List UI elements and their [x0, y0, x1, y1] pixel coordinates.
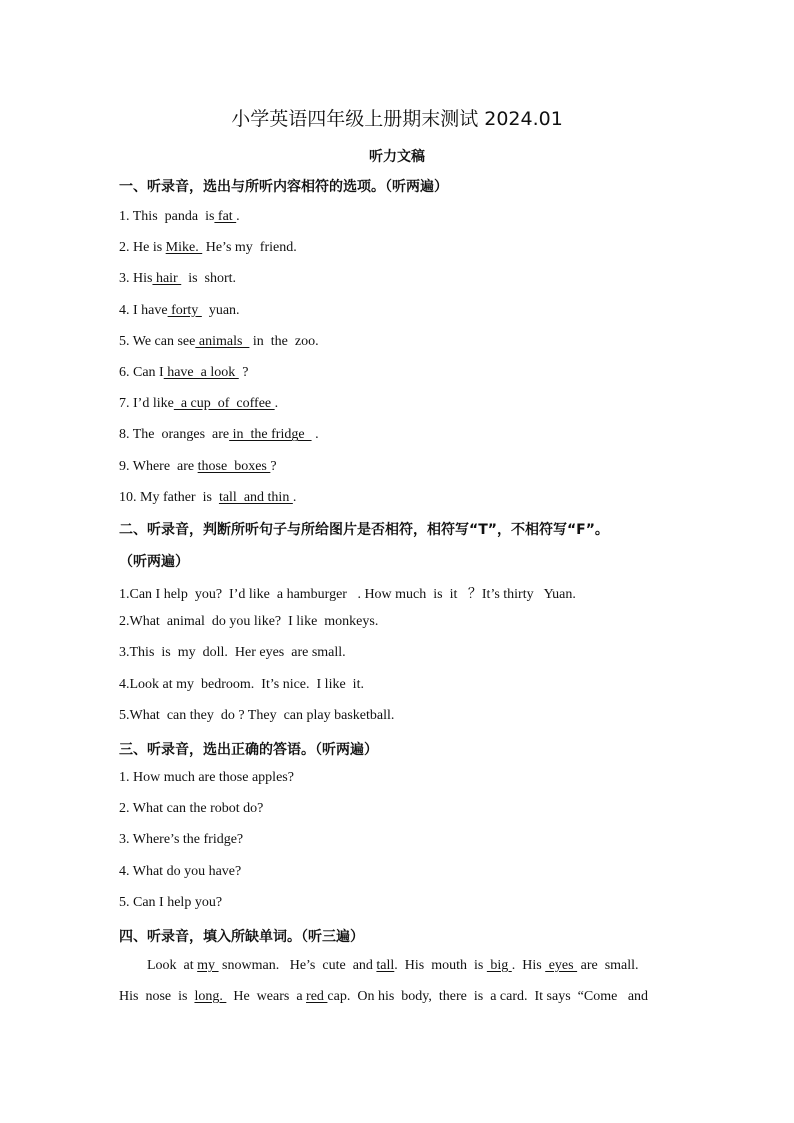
sentence-item: 3.This is my doll. Her eyes are small. — [119, 645, 346, 661]
listening-item — [119, 209, 240, 225]
item-number: 8. — [119, 427, 130, 443]
item-number: 9. — [119, 458, 130, 474]
passage-text: snowman. He’s cute and — [218, 958, 377, 973]
question-item: 3. Where’s the fridge? — [119, 832, 244, 848]
section4-heading: 四、听录音，填入所缺单词。（听三遍） — [119, 929, 364, 945]
item-text: . — [236, 209, 240, 224]
item-text: ? — [238, 365, 249, 380]
item-number: 7. — [119, 396, 130, 412]
sentence-item: 4.Look at my bedroom. It’s nice. I like it. — [119, 676, 364, 692]
listening-item — [119, 271, 236, 287]
item-number: 2. — [119, 240, 130, 256]
item-text: This panda is — [129, 209, 215, 224]
item-text: . — [274, 396, 279, 412]
answer-blank: have a look — [163, 365, 239, 380]
item-number: 4. — [119, 302, 130, 318]
item-number: 3. — [119, 271, 130, 287]
item-text: is short. — [181, 271, 237, 287]
passage-text: . His mouth is — [394, 958, 487, 973]
passage-text: cap. On his body, there is a card. It says “Come and — [327, 989, 649, 1004]
item-number: 1. — [119, 209, 130, 224]
answer-blank: fat — [214, 209, 237, 224]
passage-text: His nose is — [119, 989, 195, 1004]
answer-blank: tall and thin — [218, 489, 293, 505]
item-text: Where are — [129, 458, 198, 474]
section3-heading: 三、听录音，选出正确的答语。（听两遍） — [119, 742, 378, 758]
answer-blank: those boxes — [197, 458, 271, 474]
item-text: The oranges are — [129, 427, 230, 443]
listening-item — [119, 490, 296, 506]
item-text: He’s my friend. — [202, 240, 297, 256]
passage-text: . His — [511, 958, 546, 973]
listening-item — [119, 303, 240, 319]
answer-blank: Mike. — [165, 240, 203, 256]
item-text: in the zoo. — [249, 333, 319, 349]
item-text: His — [129, 271, 153, 287]
section2-heading-cont: （听两遍） — [119, 554, 189, 570]
question-item: 1. How much are those apples? — [119, 770, 294, 785]
page-title: 小学英语四年级上册期末测试 2024.01 — [231, 108, 563, 130]
passage-text: Look at — [119, 958, 198, 973]
item-text: Can I — [129, 365, 164, 380]
item-text: yuan. — [201, 302, 240, 318]
listening-item — [119, 459, 277, 475]
sentence-item: 2.What animal do you like? I like monkeys. — [119, 614, 379, 630]
section4-line-2 — [119, 989, 679, 1005]
answer-blank: red — [306, 989, 328, 1004]
item-text: We can see — [129, 333, 196, 349]
answer-blank: big — [486, 958, 512, 973]
question-item: 5. Can I help you? — [119, 894, 223, 910]
item-number: 5. — [119, 333, 130, 349]
answer-blank: my — [197, 958, 219, 973]
listening-item — [119, 240, 297, 256]
answer-blank: animals — [195, 333, 250, 349]
question-item: 2. What can the robot do? — [119, 801, 264, 817]
answer-blank: eyes — [545, 958, 578, 973]
item-text: . — [292, 489, 297, 505]
item-text: I have — [129, 302, 168, 318]
answer-blank: a cup of coffee — [173, 396, 275, 412]
sentence-item: 5.What can they do ? They can play basketball. — [119, 707, 395, 723]
item-text: I’d like — [129, 396, 174, 412]
question-item: 4. What do you have? — [119, 863, 242, 879]
answer-blank: hair — [152, 271, 182, 287]
page-subtitle: 听力文稿 — [369, 149, 425, 165]
listening-item — [119, 334, 319, 350]
listening-item — [119, 365, 248, 381]
answer-blank: tall — [376, 958, 395, 973]
listening-item — [119, 396, 278, 412]
section4-line-1 — [119, 958, 679, 974]
item-text: He is — [129, 240, 166, 256]
item-text: ? — [270, 458, 277, 474]
answer-blank: forty — [167, 302, 202, 318]
item-text: . — [311, 427, 319, 443]
item-text: My father is — [136, 489, 219, 505]
answer-blank: in the fridge — [229, 427, 312, 443]
answer-blank: long. — [194, 989, 227, 1004]
listening-item — [119, 427, 319, 443]
passage-text: He wears a — [226, 989, 307, 1004]
item-number: 6. — [119, 365, 130, 380]
section1-heading: 一、听录音，选出与所听内容相符的选项。（听两遍） — [119, 179, 448, 195]
section2-heading: 二、听录音，判断所听句子与所给图片是否相符，相符写“T”，不相符写“F”。 — [119, 522, 609, 538]
sentence-item: 1.Can I help you? I’d like a hamburger . How much is it ？It’s thirty Yuan. — [119, 587, 576, 602]
passage-text: are small. — [577, 958, 639, 973]
item-number: 10. — [119, 489, 137, 505]
